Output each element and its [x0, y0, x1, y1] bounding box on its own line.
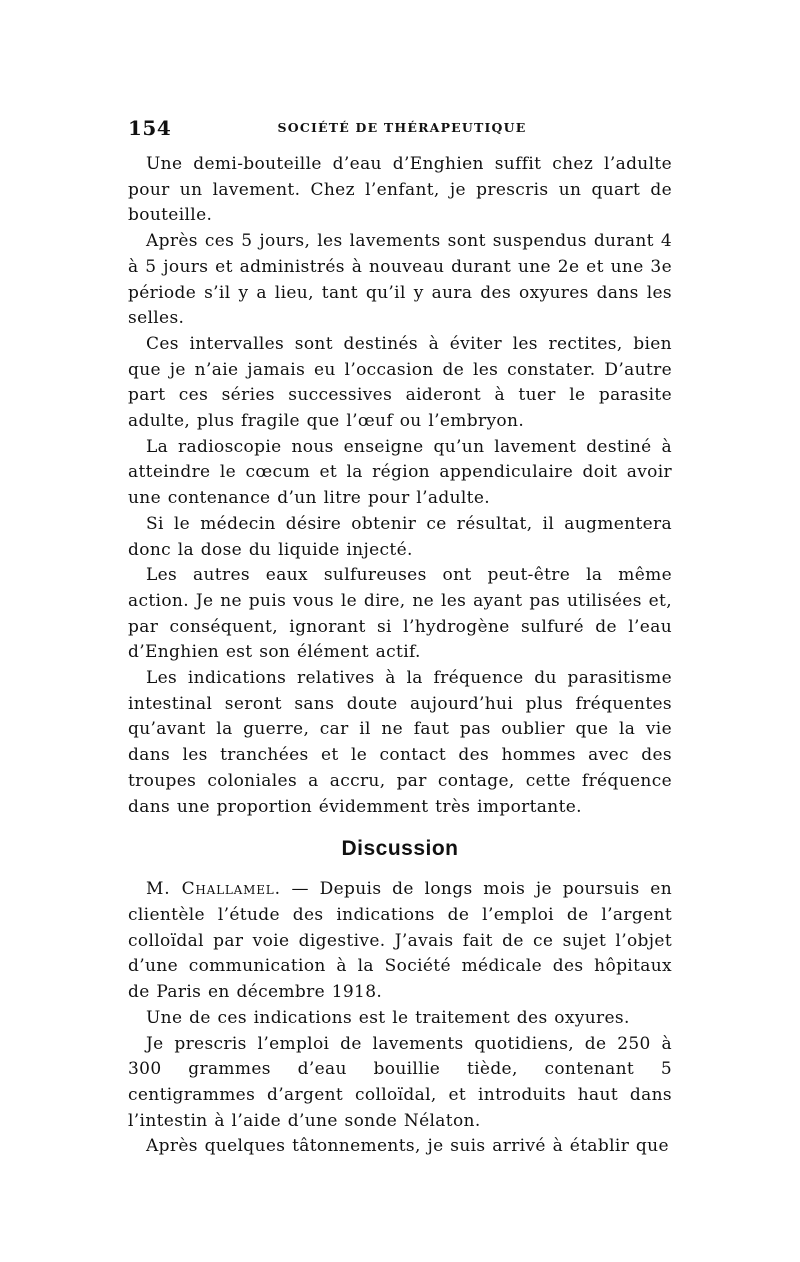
paragraph-sulfur-waters: Les autres eaux sulfureuses ont peut-être la même action. Je ne puis vous le dire, ne les ayant pas utilisées et, par conséquent, ignorant si l’hydrogène sulfuré de l’eau d’Enghien est son élément actif. — [128, 565, 672, 663]
paragraph-oxyures-indication: Une de ces indications est le traitement des oxyures. — [146, 1007, 630, 1028]
paragraph-dose-increase: Si le médecin désire obtenir ce résultat, il augmentera donc la dose du liquide injecté. — [128, 513, 672, 560]
paragraph-lavement-prescription: Je prescris l’emploi de lavements quotidiens, de 250 à 300 grammes d’eau bouillie tiède, contenant 5 centigrammes d’argent colloïdal, et introduits haut dans l’intestin à l’aide d’une sonde Nélaton. — [128, 1033, 672, 1131]
speaker-name: M. Challamel. — [146, 879, 281, 900]
paragraph-tatonnements: Après quelques tâtonnements, je suis arrivé à établir que — [146, 1136, 669, 1157]
section-heading-discussion: Discussion — [341, 837, 459, 861]
running-head — [128, 116, 676, 140]
paragraph-treatment-periods: Après ces 5 jours, les lavements sont suspendus durant 4 à 5 jours et administrés à nouveau durant une 2e et une 3e période s’il y a lieu, tant qu’il y aura des oxyures dans les selles. — [128, 231, 672, 329]
paragraph-challamel-intro — [128, 877, 672, 1006]
paragraph-radioscopy: La radioscopie nous enseigne qu’un lavement destiné à atteindre le cœcum et la région appendiculaire doit avoir une contenance d’un litre pour l’adulte. — [128, 436, 672, 509]
body-text — [128, 152, 672, 1160]
page-number: 154 — [128, 116, 172, 140]
paragraph-war-parasitism: Les indications relatives à la fréquence du parasitisme intestinal seront sans doute aujourd’hui plus fréquentes qu’avant la guerre, car il ne faut pas oublier que la vie dans les tranchées et le contact des hommes avec des troupes coloniales a accru, par contage, cette fréquence dans une proportion évidemment très importante. — [128, 668, 672, 817]
journal-title: SOCIÉTÉ DE THÉRAPEUTIQUE — [277, 120, 527, 135]
paragraph-enghien-dose: Une demi-bouteille d’eau d’Enghien suffit chez l’adulte pour un lavement. Chez l’enfant, je prescris un quart de bouteille. — [128, 154, 672, 226]
paragraph-challamel-text: — Depuis de longs mois je poursuis en clientèle l’étude des indications de l’emploi de l’argent colloïdal par voie digestive. J’avais fait de ce sujet l’objet d’une communication à la Société médicale des hôpitaux de Paris en décembre 1918. — [128, 879, 672, 1003]
paragraph-intervals: Ces intervalles sont destinés à éviter les rectites, bien que je n’aie jamais eu l’occasion de les constater. D’autre part ces séries successives aideront à tuer le parasite adulte, plus fragile que l’œuf ou l’embryon. — [128, 333, 672, 432]
